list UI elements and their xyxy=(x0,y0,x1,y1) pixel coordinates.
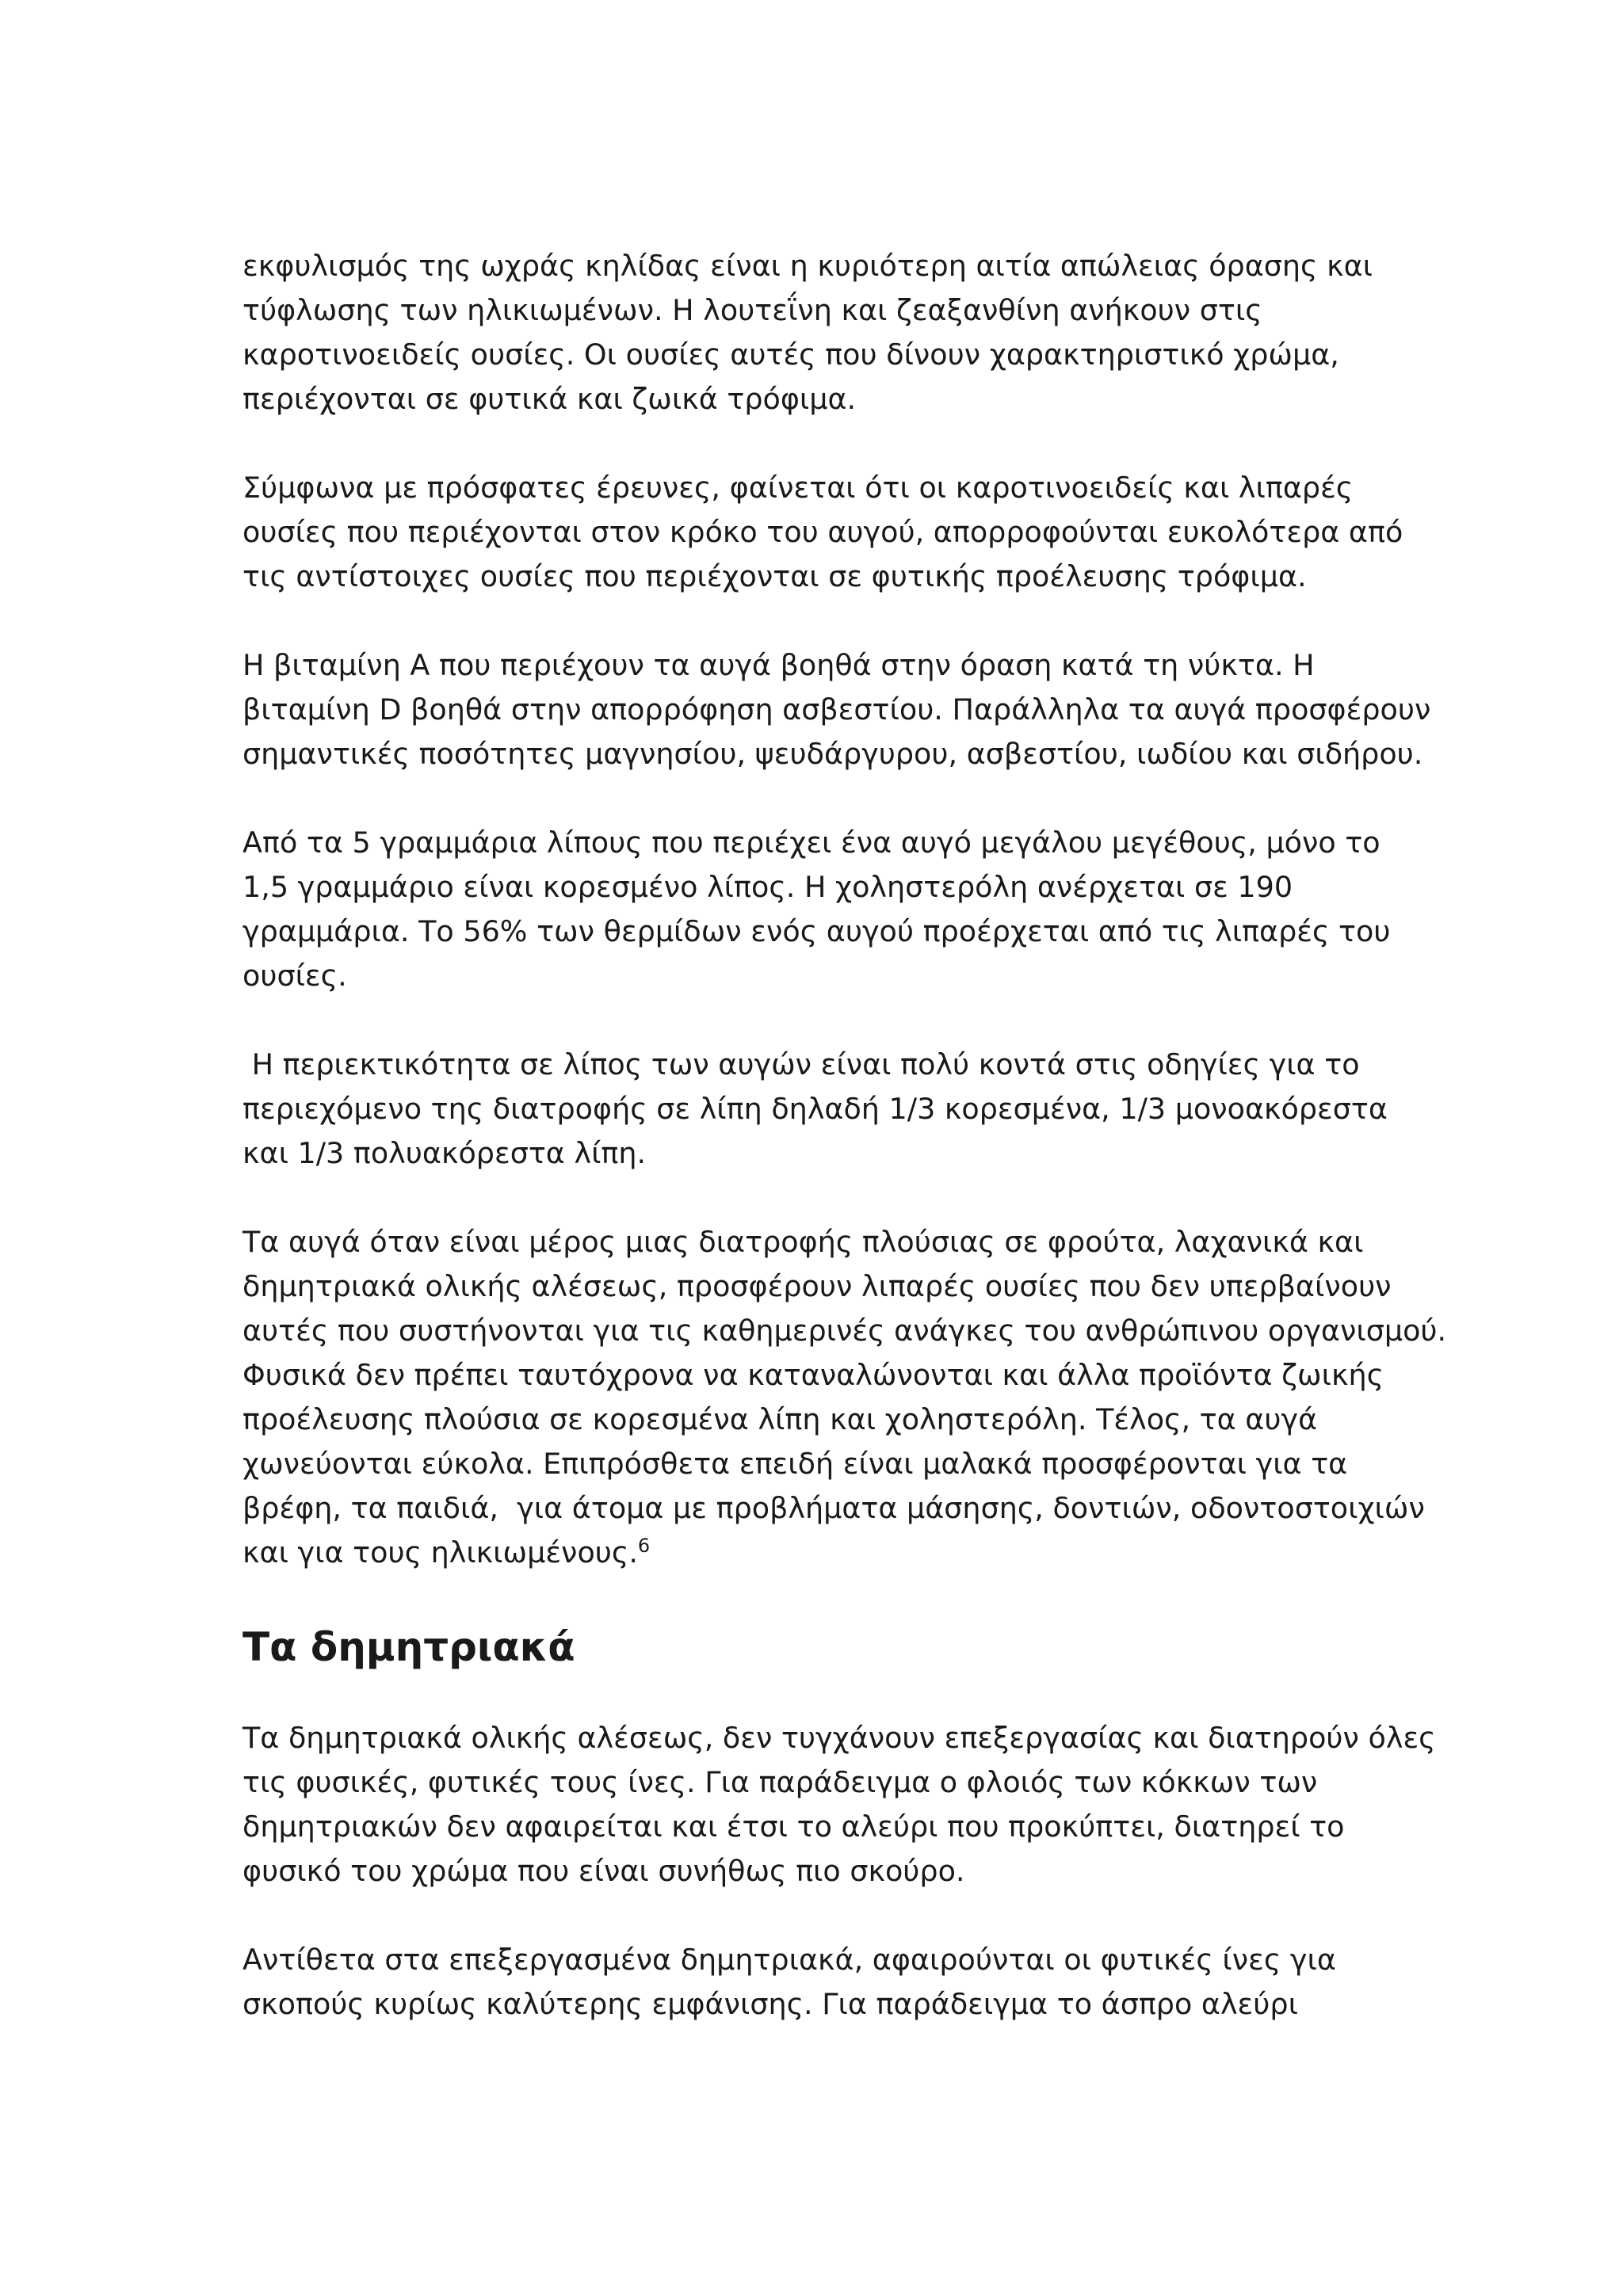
text-line: δημητριακών δεν αφαιρείται και έτσι το αλεύρι που προκύπτει, διατηρεί το xyxy=(242,1810,1345,1844)
paragraph-fat-ratio xyxy=(242,1043,1400,1176)
paragraph-balanced-diet xyxy=(242,1220,1447,1575)
paragraph-processed-grain xyxy=(242,1938,1400,2027)
paragraph-carotenoids xyxy=(242,466,1403,599)
text-line: Σύμφωνα με πρόσφατες έρευνες, φαίνεται ότι οι καροτινοειδείς και λιπαρές xyxy=(242,471,1354,505)
text-line: ουσίες. xyxy=(242,959,347,993)
text-line: γραμμάρια. Το 56% των θερμίδων ενός αυγού προέρχεται από τις λιπαρές του xyxy=(242,914,1391,948)
text-line: περιεχόμενο της διατροφής σε λίπη δηλαδή 1/3 κορεσμένα, 1/3 μονοακόρεστα xyxy=(242,1092,1388,1126)
text-line: σημαντικές ποσότητες μαγνησίου, ψευδάργυρου, ασβεστίου, ιωδίου και σιδήρου. xyxy=(242,737,1423,771)
text-line: προέλευσης πλούσια σε κορεσμένα λίπη και χοληστερόλη. Τέλος, τα αυγά xyxy=(242,1402,1318,1436)
paragraph-vitamins xyxy=(242,643,1431,776)
footnote-reference[interactable]: 6 xyxy=(637,1534,651,1557)
text-line: δημητριακά ολικής αλέσεως, προσφέρουν λιπαρές ουσίες που δεν υπερβαίνουν xyxy=(242,1269,1392,1303)
text-line: περιέχονται σε φυτικά και ζωικά τρόφιμα. xyxy=(242,382,857,416)
text-line-with-footnote xyxy=(242,1531,1400,1575)
text-line: βιταμίνη D βοηθά στην απορρόφηση ασβεστίου. Παράλληλα τα αυγά προσφέρουν xyxy=(242,692,1431,727)
text-line: και για τους ηλικιωμένους. xyxy=(242,1535,638,1569)
text-line: τύφλωσης των ηλικιωμένων. Η λουτεΐνη και ζεαξανθίνη ανήκουν στις xyxy=(242,293,1262,327)
text-line: βρέφη, τα παιδιά, για άτομα με προβλήματα μάσησης, δοντιών, οδοντοστοιχιών xyxy=(242,1491,1425,1525)
text-line: Αντίθετα στα επεξεργασμένα δημητριακά, αφαιρούνται οι φυτικές ίνες για xyxy=(242,1943,1336,1977)
text-line: ουσίες που περιέχονται στον κρόκο του αυγού, απορροφούνται ευκολότερα από xyxy=(242,515,1403,549)
text-line: αυτές που συστήνονται για τις καθημερινές ανάγκες του ανθρώπινου οργανισμού. xyxy=(242,1314,1447,1348)
text-line: τις φυσικές, φυτικές τους ίνες. Για παράδειγμα ο φλοιός των κόκκων των xyxy=(242,1765,1318,1799)
text-line: καροτινοειδείς ουσίες. Οι ουσίες αυτές που δίνουν χαρακτηριστικό χρώμα, xyxy=(242,338,1339,372)
paragraph-macular-degeneration xyxy=(242,244,1400,421)
section-heading-cereals: Τα δημητριακά xyxy=(242,1624,575,1670)
text-line: Από τα 5 γραμμάρια λίπους που περιέχει ένα αυγό μεγάλου μεγέθους, μόνο το xyxy=(242,826,1381,860)
text-line: φυσικό του χρώμα που είναι συνήθως πιο σκούρο. xyxy=(242,1854,965,1888)
text-line: τις αντίστοιχες ουσίες που περιέχονται σε φυτικής προέλευσης τρόφιμα. xyxy=(242,559,1307,593)
text-line: Τα δημητριακά ολικής αλέσεως, δεν τυγχάνουν επεξεργασίας και διατηρούν όλες xyxy=(242,1721,1436,1755)
paragraph-whole-grain xyxy=(242,1716,1436,1894)
text-line: 1,5 γραμμάριο είναι κορεσμένο λίπος. Η χοληστερόλη ανέρχεται σε 190 xyxy=(242,870,1293,904)
text-line: σκοπούς κυρίως καλύτερης εμφάνισης. Για παράδειγμα το άσπρο αλεύρι xyxy=(242,1987,1298,2021)
text-line: Η βιταμίνη Α που περιέχουν τα αυγά βοηθά στην όραση κατά τη νύκτα. Η xyxy=(242,648,1315,682)
text-line: εκφυλισμός της ωχράς κηλίδας είναι η κυριότερη αιτία απώλειας όρασης και xyxy=(242,249,1373,283)
text-line: και 1/3 πολυακόρεστα λίπη. xyxy=(242,1136,647,1170)
text-line: Φυσικά δεν πρέπει ταυτόχρονα να καταναλώνονται και άλλα προϊόντα ζωικής xyxy=(242,1358,1384,1392)
text-line: χωνεύονται εύκολα. Επιπρόσθετα επειδή είναι μαλακά προσφέρονται για τα xyxy=(242,1447,1348,1481)
document-body xyxy=(242,244,1447,2027)
paragraph-fat-content xyxy=(242,821,1400,998)
text-line: Η περιεκτικότητα σε λίπος των αυγών είναι πολύ κοντά στις οδηγίες για το xyxy=(242,1047,1360,1081)
text-line: Τα αυγά όταν είναι μέρος μιας διατροφής πλούσιας σε φρούτα, λαχανικά και xyxy=(242,1225,1364,1259)
